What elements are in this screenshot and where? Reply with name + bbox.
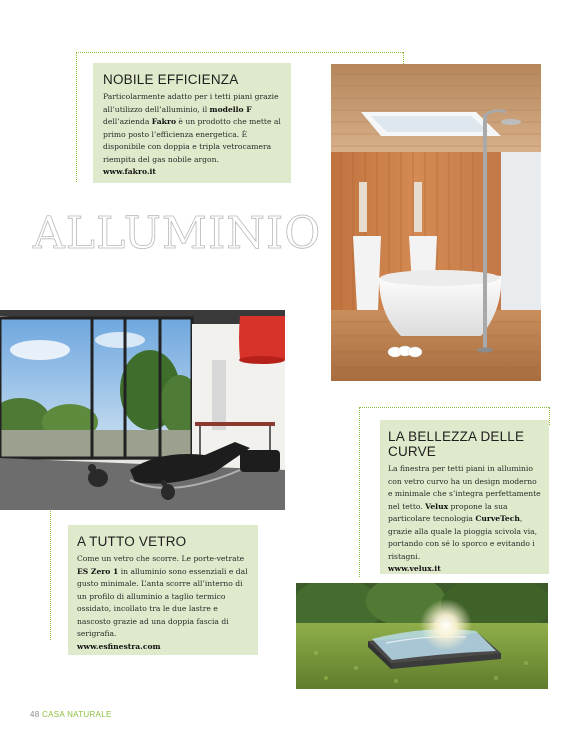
magazine-section: CASA NATURALE [42,710,112,719]
living-room-photo [0,310,285,510]
page-footer [30,710,112,719]
fakro-title: NOBILE EFFICIENZA [103,72,239,87]
page-number: 48 [30,710,40,719]
leader-line-velux [359,407,549,408]
esfinestra-title: A TUTTO VETRO [77,534,187,549]
esfinestra-body: Come un vetro che scorre. Le porte-vetrate ES Zero 1 in alluminio sono essenziali e dal gusto minimale. L’anta scorre all’interno di un profilo di alluminio a taglio termico ossidato, incollato tra le due lastre e nascosto grazie ad una doppia fascia di serigrafia. [77,554,248,638]
bathroom-photo [331,64,541,381]
esfinestra-textbox [68,525,258,655]
velux-url[interactable]: www.velux.it [388,564,441,573]
headline: ALLUMINIO [33,208,322,259]
leader-line-velux-left [359,407,360,577]
velux-title: LA BELLEZZA DELLE CURVE [388,429,525,459]
fakro-url[interactable]: www.fakro.it [103,167,156,176]
esfinestra-url[interactable]: www.esfinestra.com [77,641,161,651]
velux-body: La finestra per tetti piani in alluminio con vetro curvo ha un design moderno e minimale che s’integra perfettamente nel tetto. Velux propone la sua particolare tecnologia CurveTech, grazie alla quale la pioggia scivola via, portando con sé lo sporco e evitando i ristagni. [388,464,541,561]
leader-line-velux-right [549,407,550,425]
leader-line-top [76,52,403,53]
skylight-roof-photo [296,583,548,689]
velux-textbox [380,420,549,574]
fakro-textbox [93,63,291,183]
leader-line-top-left [76,52,77,182]
fakro-body: Particolarmente adatto per i tetti piani grazie all’utilizzo dell’alluminio, il modello F dell’azienda Fakro è un prodotto che mette al primo posto l’efficienza energetica. È disponibile con doppia e tripla vetrocamera riempita del gas nobile argon. [103,92,281,164]
